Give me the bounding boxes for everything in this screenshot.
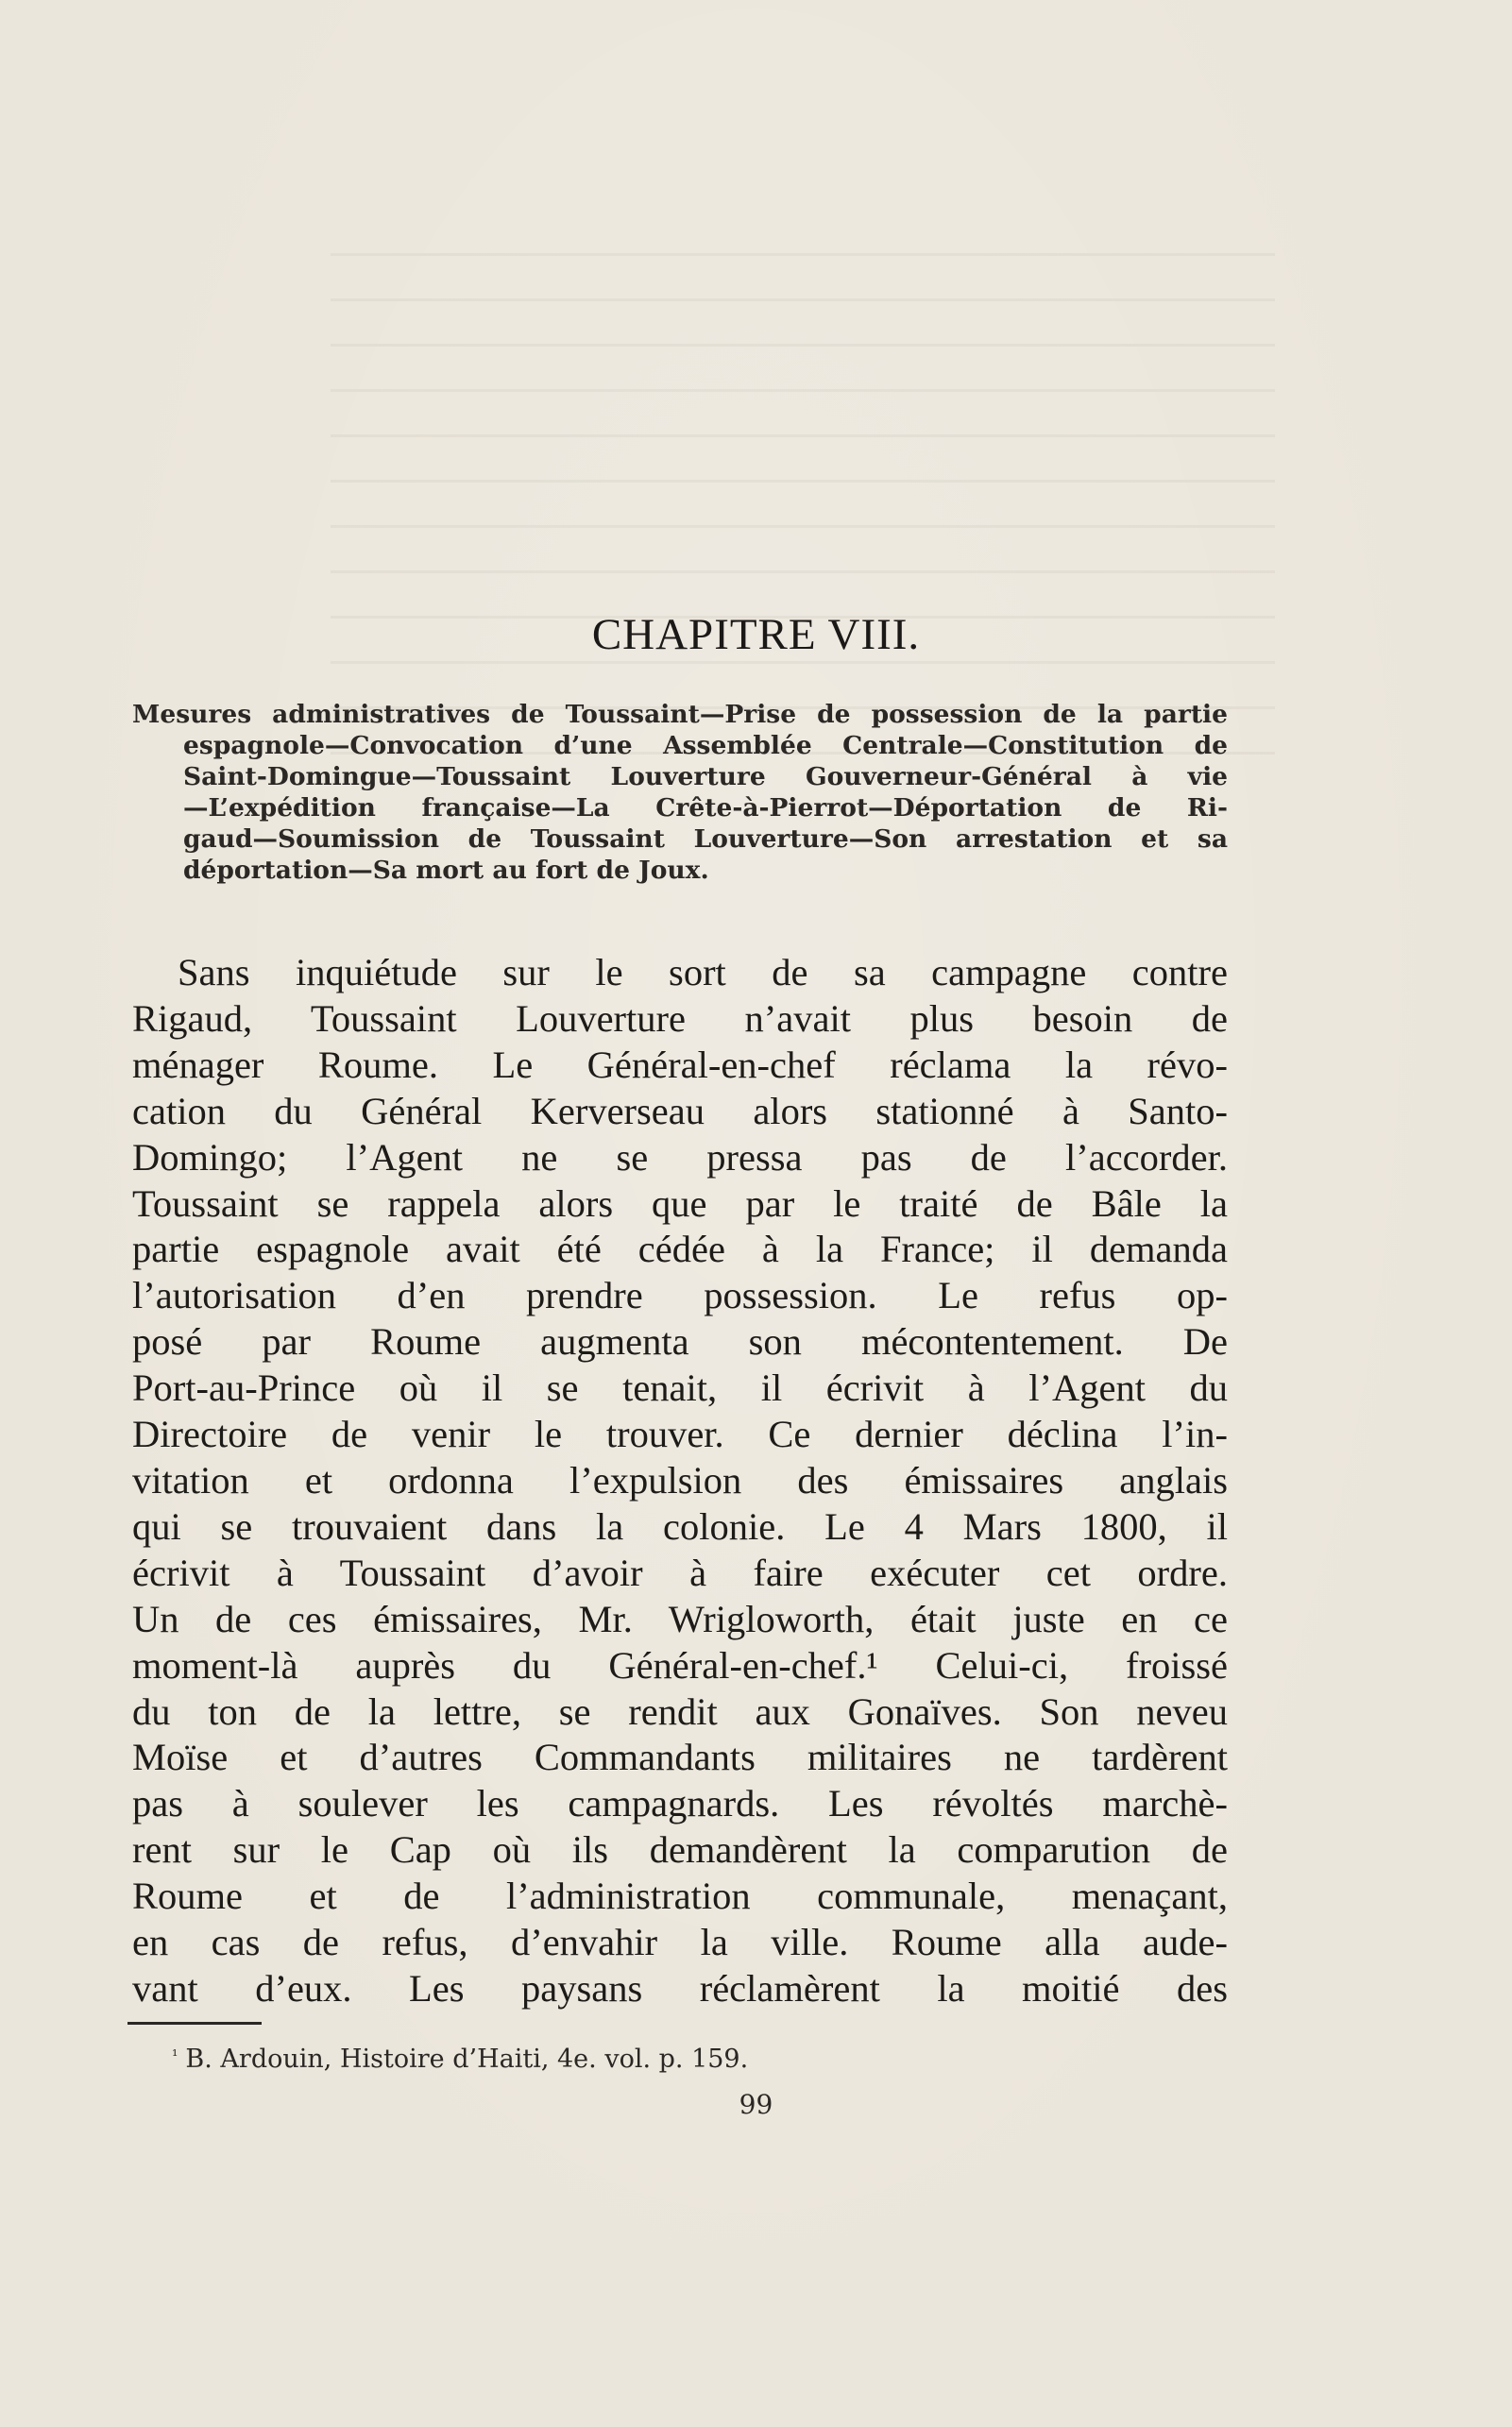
body-line: en cas de refus, d’envahir la ville. Roume alla aude-	[132, 1921, 1228, 1964]
body-line: partie espagnole avait été cédée à la France; il demanda	[132, 1228, 1228, 1271]
summary-line: espagnole—Convocation d’une Assemblée Centrale—Constitution de	[183, 731, 1228, 760]
chapter-title: CHAPITRE VIII.	[591, 610, 921, 659]
body-line: Sans inquiétude sur le sort de sa campagne contre	[178, 951, 1228, 993]
body-line: moment-là auprès du Général-en-chef.¹ Celui-ci, froissé	[132, 1643, 1228, 1687]
body-line: Roume et de l’administration communale, menaçant,	[132, 1875, 1228, 1918]
body-line: Un de ces émissaires, Mr. Wrigloworth, était juste en ce	[132, 1597, 1228, 1640]
body-line: cation du Général Kerverseau alors stationné à Santo-	[132, 1089, 1228, 1132]
body-line: posé par Roume augmenta son mécontentement. De	[132, 1320, 1228, 1364]
body-line: Rigaud, Toussaint Louverture n’avait plus besoin de	[132, 996, 1228, 1040]
body-line: Moïse et d’autres Commandants militaires ne tardèrent	[132, 1736, 1228, 1779]
chapter-summary	[132, 699, 1228, 886]
page-number: 99	[739, 2089, 773, 2120]
body-line: Domingo; l’Agent ne se pressa pas de l’accorder.	[132, 1135, 1228, 1179]
summary-line: déportation—Sa mort au fort de Joux.	[183, 856, 709, 885]
body-line: pas à soulever les campagnards. Les révoltés marchè-	[132, 1782, 1228, 1825]
body-line: Directoire de venir le trouver. Ce dernier déclina l’in-	[132, 1413, 1228, 1456]
paper-show-through	[331, 227, 1275, 755]
footnote-divider	[127, 2022, 262, 2025]
body-line: qui se trouvaient dans la colonie. Le 4 Mars 1800, il	[132, 1504, 1228, 1548]
body-line: l’autorisation d’en prendre possession. Le refus op-	[132, 1274, 1228, 1317]
body-paragraph	[132, 950, 1228, 2012]
summary-line: Mesures administratives de Toussaint—Prise de possession de la partie	[132, 700, 1228, 729]
footnote	[172, 2045, 749, 2074]
body-line: Port-au-Prince où il se tenait, il écrivit à l’Agent du	[132, 1366, 1228, 1410]
body-line: vant d’eux. Les paysans réclamèrent la moitié des	[132, 1966, 1228, 2010]
body-line: du ton de la lettre, se rendit aux Gonaïves. Son neveu	[132, 1689, 1228, 1733]
body-line: Toussaint se rappela alors que par le traité de Bâle la	[132, 1181, 1228, 1225]
summary-line: Saint-Domingue—Toussaint Louverture Gouverneur-Général à vie	[183, 762, 1228, 791]
body-line: vitation et ordonna l’expulsion des émissaires anglais	[132, 1458, 1228, 1502]
body-line: rent sur le Cap où ils demandèrent la comparution de	[132, 1828, 1228, 1872]
summary-line: —L’expédition française—La Crête-à-Pierrot—Déportation de Ri-	[183, 793, 1228, 823]
summary-line: gaud—Soumission de Toussaint Louverture—Son arrestation et sa	[183, 824, 1228, 854]
body-line: écrivit à Toussaint d’avoir à faire exécuter cet ordre.	[132, 1551, 1228, 1594]
footnote-text: B. Ardouin, Histoire d’Haiti, 4e. vol. p. 159.	[185, 2045, 749, 2074]
footnote-marker: ¹	[172, 2046, 178, 2064]
body-line: ménager Roume. Le Général-en-chef réclama la révo-	[132, 1043, 1228, 1086]
